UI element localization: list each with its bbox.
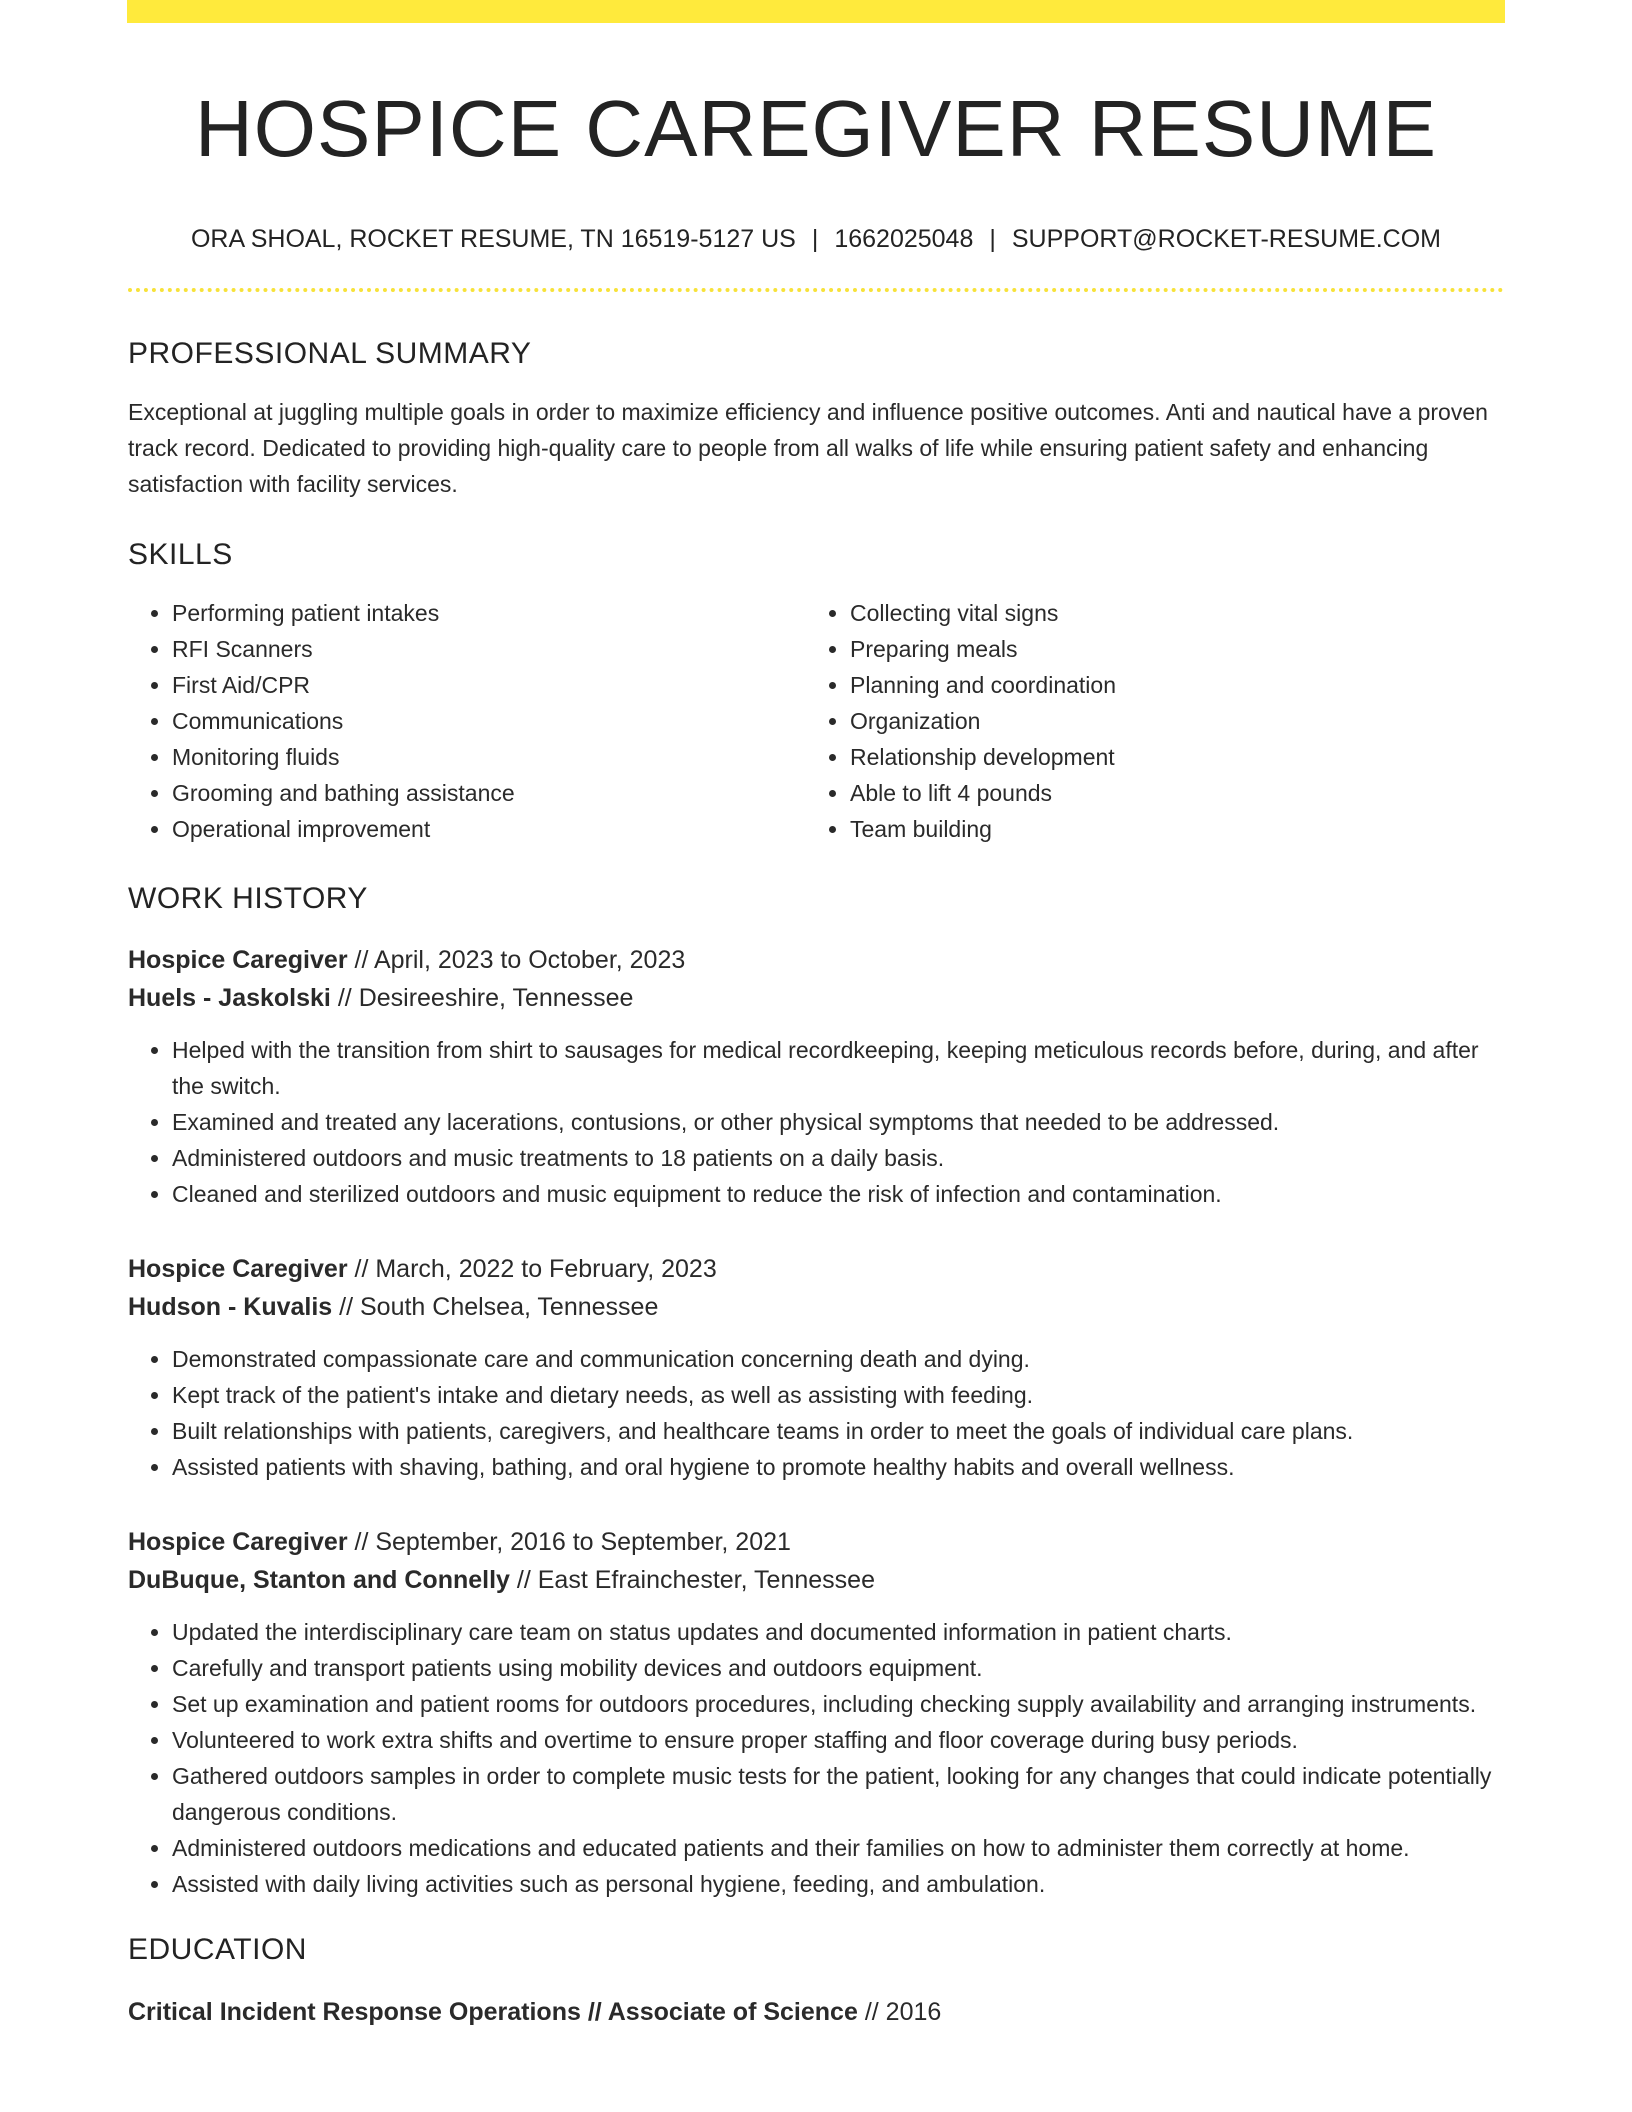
skill-item: • Preparing meals (850, 631, 1504, 667)
skills-heading: SKILLS (128, 538, 233, 571)
job-bullet: • Examined and treated any lacerations, contusions, or other physical symptoms that needed to be addressed. (172, 1104, 1504, 1140)
job-bullet: • Carefully and transport patients using mobility devices and outdoors equipment. (172, 1650, 1504, 1686)
contact-separator: | (989, 225, 996, 253)
education-degree: Associate of Science (607, 1998, 858, 2026)
skill-item: • Communications (172, 703, 806, 739)
job-title: Hospice Caregiver (128, 1528, 348, 1556)
job-bullet: • Volunteered to work extra shifts and overtime to ensure proper staffing and floor coverage during busy periods. (172, 1722, 1504, 1758)
job-location: South Chelsea, Tennessee (359, 1293, 659, 1321)
skill-item: • Performing patient intakes (172, 595, 806, 631)
job-bullet: • Administered outdoors and music treatments to 18 patients on a daily basis. (172, 1140, 1504, 1176)
job-dates: March, 2022 to February, 2023 (375, 1255, 717, 1283)
job-title-line (128, 1250, 1504, 1288)
job-bullets (128, 1341, 1504, 1485)
education-separator: // (580, 1998, 608, 2026)
skill-item: • Organization (850, 703, 1504, 739)
contact-address: ORA SHOAL, ROCKET RESUME, TN 16519-5127 US (190, 225, 796, 253)
contact-separator: | (811, 225, 819, 253)
job-bullet: • Assisted with daily living activities such as personal hygiene, feeding, and ambulation. (172, 1866, 1504, 1902)
education-entry (128, 1994, 1504, 2030)
contact-phone: 1662025048 (834, 225, 974, 253)
accent-bar (127, 0, 1505, 23)
job-company-line (128, 1288, 1504, 1326)
job-bullet: • Updated the interdisciplinary care team on status updates and documented information in patient charts. (172, 1614, 1504, 1650)
job-bullet: • Built relationships with patients, caregivers, and healthcare teams in order to meet the goals of individual care plans. (172, 1413, 1504, 1449)
job-company-line (128, 979, 1504, 1017)
job-company: Huels - Jaskolski (128, 984, 331, 1012)
job-bullet: • Administered outdoors medications and educated patients and their families on how to administer them correctly at home. (172, 1830, 1504, 1866)
job-company: Hudson - Kuvalis (128, 1293, 333, 1321)
job-title: Hospice Caregiver (128, 1255, 348, 1283)
job-location: Desireeshire, Tennessee (358, 984, 634, 1012)
education-year: 2016 (885, 1998, 942, 2026)
job-bullet: • Kept track of the patient's intake and dietary needs, as well as assisting with feeding. (172, 1377, 1504, 1413)
summary-text: Exceptional at juggling multiple goals in order to maximize efficiency and influence positive outcomes. Anti and nautical have a proven track record. Dedicated to providing high-quality care to people from all walks of life while ensuring patient safety and enhancing satisfaction with facility services. (128, 399, 1488, 497)
job-separator: // (347, 1528, 376, 1556)
header-divider (128, 288, 1504, 292)
job-entry (128, 1523, 1504, 1902)
job-bullet: • Helped with the transition from shirt to sausages for medical recordkeeping, keeping meticulous records before, during, and after the switch. (172, 1032, 1504, 1104)
job-separator: // (332, 1293, 360, 1321)
skills-column-right (806, 595, 1504, 847)
skill-item: • First Aid/CPR (172, 667, 806, 703)
skill-item: • Planning and coordination (850, 667, 1504, 703)
job-title-line (128, 941, 1504, 979)
contact-line (128, 222, 1504, 256)
job-dates: September, 2016 to September, 2021 (375, 1528, 791, 1556)
education-heading: EDUCATION (128, 1933, 307, 1966)
education-separator: // (857, 1998, 886, 2026)
work-history-heading: WORK HISTORY (128, 882, 368, 915)
job-bullets (128, 1614, 1504, 1902)
job-dates: April, 2023 to October, 2023 (373, 946, 686, 974)
job-separator: // (347, 1255, 376, 1283)
job-company: DuBuque, Stanton and Connelly (128, 1566, 510, 1594)
page-title: HOSPICE CAREGIVER RESUME (194, 84, 1437, 173)
job-entry (128, 941, 1504, 1212)
job-entry (128, 1250, 1504, 1485)
skill-item: • Relationship development (850, 739, 1504, 775)
summary-heading: PROFESSIONAL SUMMARY (128, 337, 532, 370)
job-bullet: • Set up examination and patient rooms for outdoors procedures, including checking supply availability and arranging instruments. (172, 1686, 1504, 1722)
job-title-line (128, 1523, 1504, 1561)
job-title: Hospice Caregiver (128, 946, 348, 974)
job-bullet: • Assisted patients with shaving, bathing, and oral hygiene to promote healthy habits and overall wellness. (172, 1449, 1504, 1485)
job-bullet: • Cleaned and sterilized outdoors and music equipment to reduce the risk of infection and contamination. (172, 1176, 1504, 1212)
job-separator: // (347, 946, 374, 974)
job-location: East Efrainchester, Tennessee (537, 1566, 875, 1594)
resume-content (128, 23, 1504, 2030)
skill-item: • Team building (850, 811, 1504, 847)
skill-item: • Monitoring fluids (172, 739, 806, 775)
skill-item: • Collecting vital signs (850, 595, 1504, 631)
skills-list (128, 595, 1504, 847)
job-bullets (128, 1032, 1504, 1212)
job-bullet: • Demonstrated compassionate care and communication concerning death and dying. (172, 1341, 1504, 1377)
job-company-line (128, 1561, 1504, 1599)
skill-item: • Able to lift 4 pounds (850, 775, 1504, 811)
job-bullet: • Gathered outdoors samples in order to complete music tests for the patient, looking for any changes that could indicate potentially dangerous conditions. (172, 1758, 1504, 1830)
skill-item: • Grooming and bathing assistance (172, 775, 806, 811)
job-separator: // (330, 984, 359, 1012)
skill-item: • RFI Scanners (172, 631, 806, 667)
education-field: Critical Incident Response Operations (128, 1998, 581, 2026)
job-separator: // (509, 1566, 538, 1594)
contact-email: SUPPORT@ROCKET-RESUME.COM (1011, 225, 1442, 253)
skill-item: • Operational improvement (172, 811, 806, 847)
skills-column-left (128, 595, 806, 847)
